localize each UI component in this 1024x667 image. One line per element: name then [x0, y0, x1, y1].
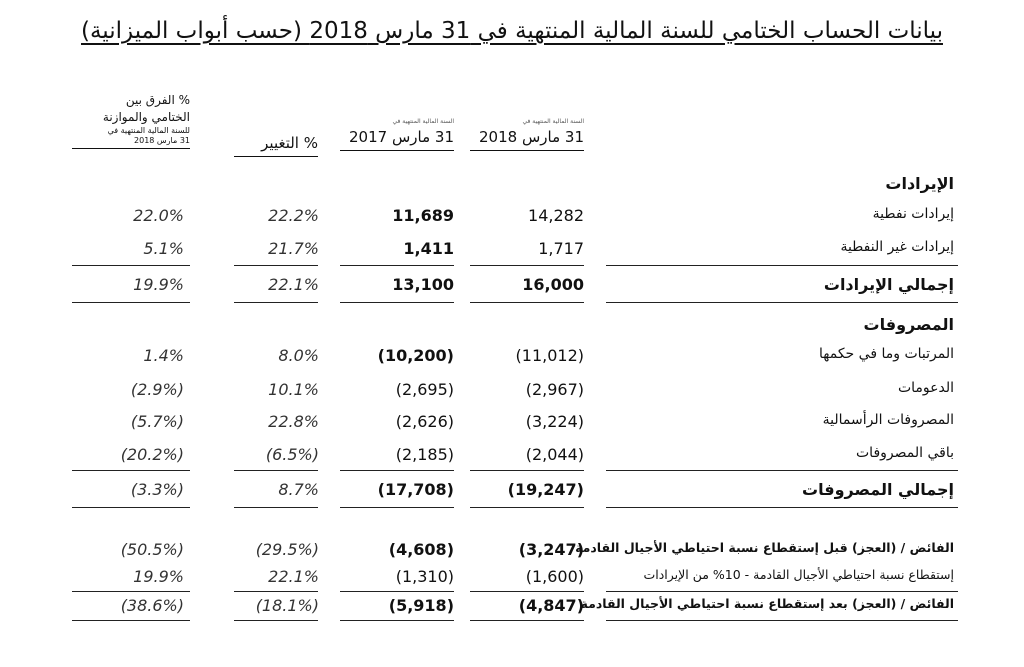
row-label: إجمالي المصروفات	[802, 480, 954, 499]
row-label: باقي المصروفات	[856, 445, 954, 461]
table-row	[0, 380, 1024, 406]
header-diff-line3: للسنة المالية المنتهية في	[107, 126, 190, 135]
row-label: إيرادات غير النفطية	[840, 239, 954, 255]
table-row	[0, 346, 1024, 372]
value-change: (18.1%)	[255, 596, 319, 615]
value-diff: (5.7%)	[130, 412, 184, 431]
value-2017: (4,608)	[388, 540, 454, 559]
value-2018: (2,044)	[525, 445, 584, 464]
rule-2018	[470, 620, 584, 621]
rule-diff	[72, 620, 190, 621]
value-2018: (2,967)	[525, 380, 584, 399]
header-2018-subtitle: السنة المالية المنتهية في	[522, 118, 584, 125]
value-change: 22.1%	[268, 567, 319, 586]
value-2018: (3,247)	[518, 540, 584, 559]
rule-label	[606, 302, 958, 303]
value-diff: 1.4%	[143, 346, 184, 365]
header-2017-subtitle: السنة المالية المنتهية في	[392, 118, 454, 125]
value-2018: (4,847)	[518, 596, 584, 615]
table-row-expenses-section	[0, 315, 1024, 341]
table-row	[0, 412, 1024, 438]
table-row	[0, 206, 1024, 232]
rule-change	[234, 507, 318, 508]
rule-label	[606, 265, 958, 266]
value-change: (6.5%)	[265, 445, 319, 464]
value-2017: 11,689	[392, 206, 454, 225]
value-2017: (1,310)	[395, 567, 454, 586]
value-change: 8.0%	[278, 346, 319, 365]
value-change: 22.8%	[268, 412, 319, 431]
value-2018: 14,282	[528, 206, 584, 225]
value-2017: (2,185)	[395, 445, 454, 464]
page-title-text: بيانات الحساب الختامي للسنة المالية المنتهية في 31 مارس 2018 (حسب أبواب الميزانية)	[81, 18, 943, 44]
header-2018-column	[470, 118, 584, 151]
rule-label	[606, 470, 958, 471]
value-2018: (3,224)	[525, 412, 584, 431]
value-diff: (2.9%)	[130, 380, 184, 399]
value-2017: 1,411	[403, 239, 454, 258]
row-label: المصروفات الرأسمالية	[822, 412, 954, 428]
value-2018: 16,000	[522, 275, 584, 294]
rule-change	[234, 620, 318, 621]
page-title	[0, 18, 1024, 44]
rule-2017	[340, 302, 454, 303]
rule-label	[606, 591, 958, 592]
value-2017: 13,100	[392, 275, 454, 294]
value-diff: (3.3%)	[130, 480, 184, 499]
rule-diff	[72, 507, 190, 508]
value-diff: (50.5%)	[120, 540, 184, 559]
row-label: إستقطاع نسبة احتياطي الأجيال القادمة - 10% من الإيرادات	[643, 567, 954, 582]
row-label: الفائض / (العجز) قبل إستقطاع نسبة احتياطي الأجيال القادمة	[575, 540, 954, 555]
rule-2017	[340, 470, 454, 471]
rule-2017	[340, 507, 454, 508]
value-diff: 19.9%	[133, 567, 184, 586]
rule-label	[606, 507, 958, 508]
value-change: (29.5%)	[255, 540, 319, 559]
row-label: المرتبات وما في حكمها	[819, 346, 954, 362]
row-label: الفائض / (العجز) بعد إستقطاع نسبة احتياطي الأجيال القادمة	[580, 596, 954, 611]
table-row-revenues-section	[0, 174, 1024, 200]
row-label: إجمالي الإيرادات	[823, 275, 954, 294]
value-2017: (2,695)	[395, 380, 454, 399]
value-change: 8.7%	[278, 480, 319, 499]
rule-2018	[470, 507, 584, 508]
rule-2017	[340, 591, 454, 592]
table-row	[0, 239, 1024, 265]
table-row-surplus-after	[0, 596, 1024, 622]
rule-2018	[470, 265, 584, 266]
value-diff: (20.2%)	[120, 445, 184, 464]
table-row-surplus-before	[0, 540, 1024, 566]
value-2017: (5,918)	[388, 596, 454, 615]
header-change-column: % التغيير	[234, 134, 318, 157]
header-2017-label: 31 مارس 2017	[349, 128, 454, 146]
rule-2018	[470, 302, 584, 303]
rule-2017	[340, 265, 454, 266]
rule-diff	[72, 302, 190, 303]
table-row	[0, 445, 1024, 471]
header-2018-label: 31 مارس 2018	[479, 128, 584, 146]
value-diff: (38.6%)	[120, 596, 184, 615]
row-label: الدعومات	[897, 380, 954, 396]
value-2017: (17,708)	[377, 480, 454, 499]
value-2017: (10,200)	[377, 346, 454, 365]
rule-diff	[72, 470, 190, 471]
header-2017-column	[340, 118, 454, 151]
row-label: الإيرادات	[885, 174, 954, 193]
header-diff-column	[72, 92, 190, 149]
value-2018: (1,600)	[525, 567, 584, 586]
value-2018: (19,247)	[507, 480, 584, 499]
value-2018: 1,717	[538, 239, 584, 258]
value-change: 21.7%	[268, 239, 319, 258]
rule-diff	[72, 591, 190, 592]
row-label: المصروفات	[863, 315, 954, 334]
value-diff: 19.9%	[133, 275, 184, 294]
rule-change	[234, 470, 318, 471]
value-diff: 5.1%	[143, 239, 184, 258]
header-diff-line1: % الفرق بين	[125, 93, 190, 107]
value-change: 10.1%	[268, 380, 319, 399]
rule-2017	[340, 620, 454, 621]
header-diff-line2: الختامي والموازنة	[102, 110, 190, 124]
value-change: 22.1%	[268, 275, 319, 294]
row-label: إيرادات نفطية	[872, 206, 954, 222]
rule-label	[606, 620, 958, 621]
value-change: 22.2%	[268, 206, 319, 225]
rule-2018	[470, 470, 584, 471]
table-row-total-expenses	[0, 480, 1024, 506]
rule-change	[234, 591, 318, 592]
rule-diff	[72, 265, 190, 266]
rule-2018	[470, 591, 584, 592]
header-diff-line4: 31 مارس 2018	[134, 136, 190, 145]
table-row-total-revenues	[0, 275, 1024, 301]
value-2017: (2,626)	[395, 412, 454, 431]
table-row-reserve-deduction	[0, 567, 1024, 593]
rule-change	[234, 302, 318, 303]
rule-change	[234, 265, 318, 266]
value-diff: 22.0%	[133, 206, 184, 225]
value-2018: (11,012)	[515, 346, 584, 365]
